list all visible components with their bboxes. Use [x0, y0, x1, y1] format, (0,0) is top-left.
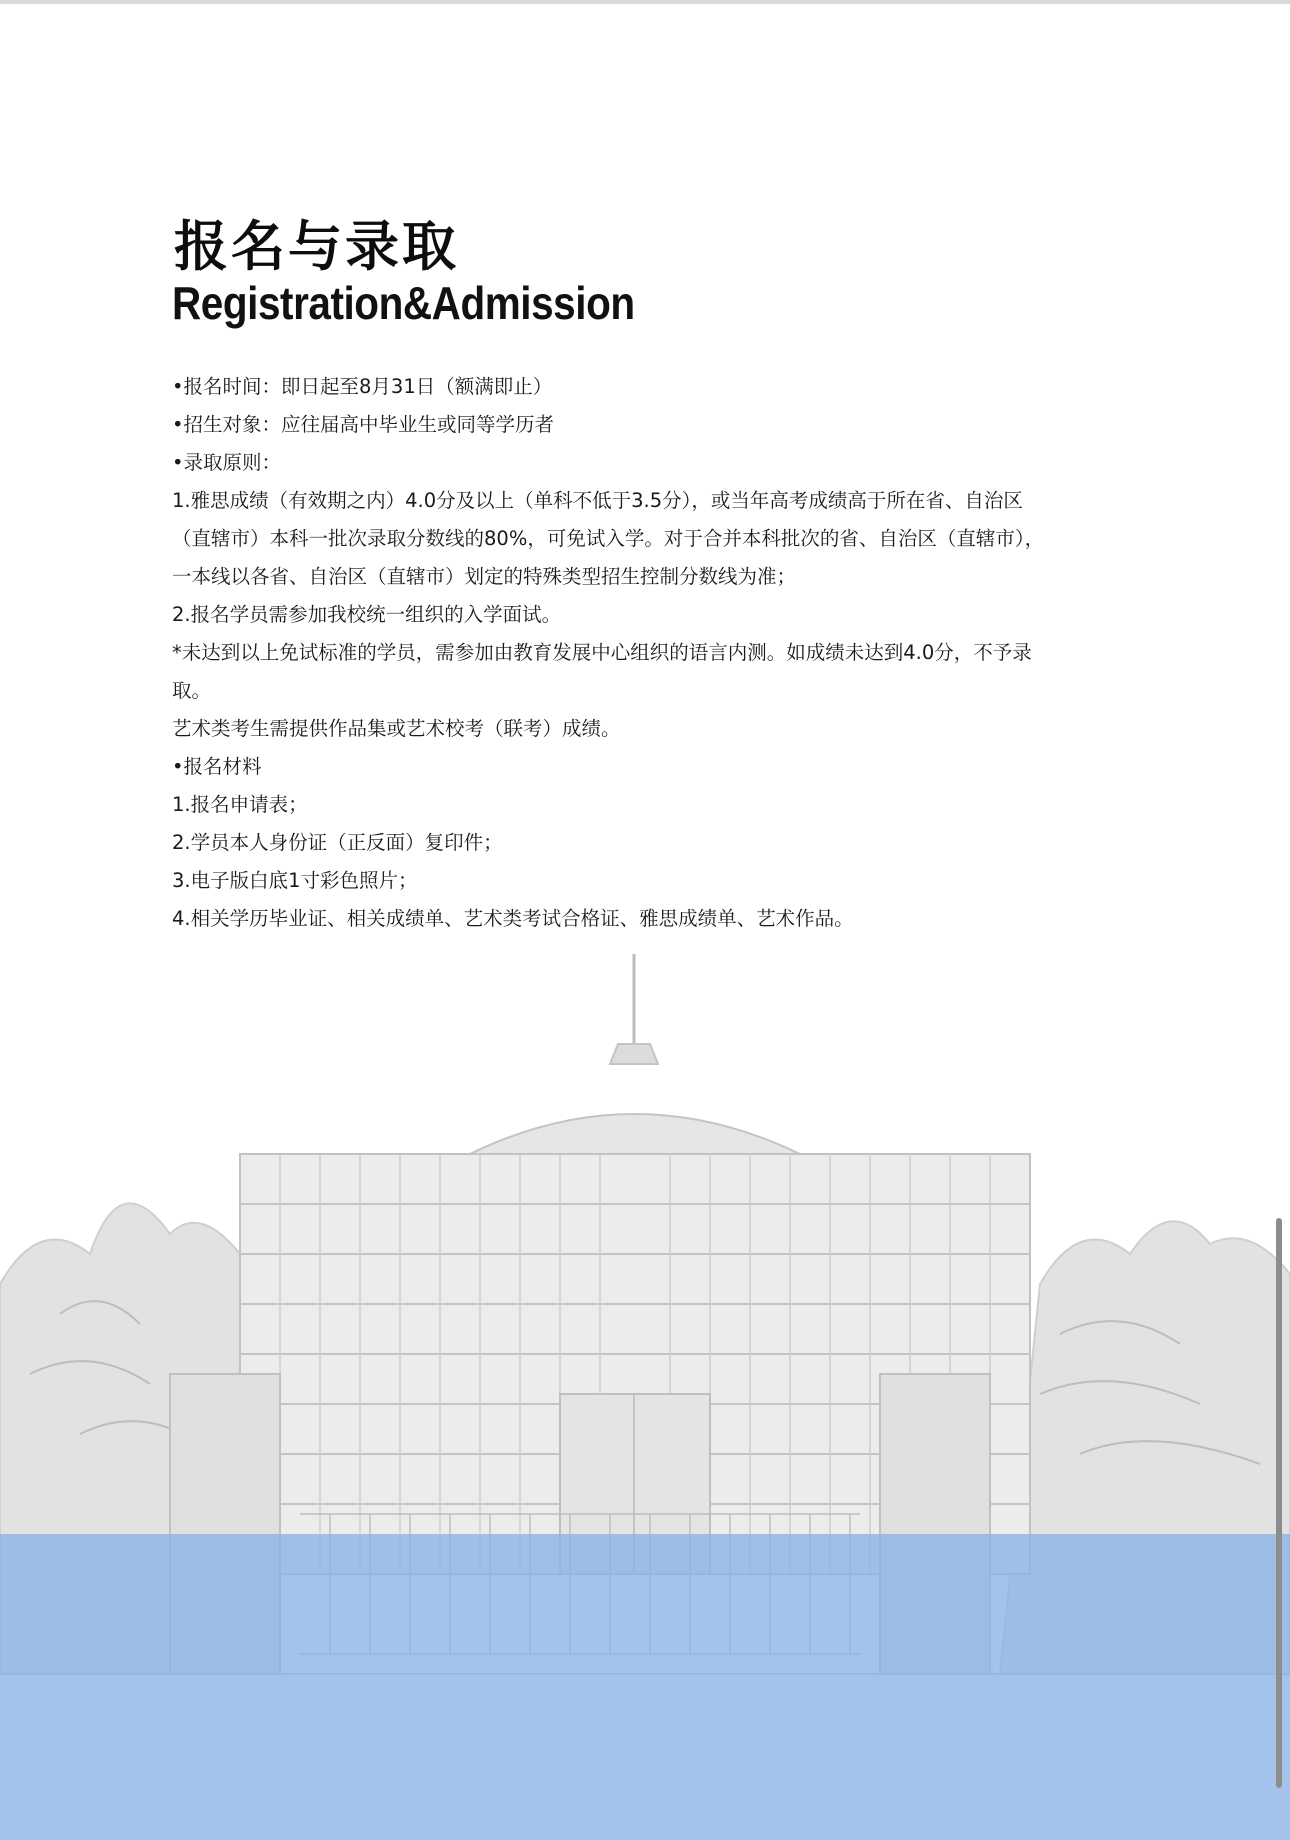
document-page [0, 4, 1290, 1840]
line-note-a: *未达到以上免试标准的学员，需参加由教育发展中心组织的语言内测。如成绩未达到4.0分，不予录 [172, 641, 1032, 664]
line-rule-2: 2.报名学员需参加我校统一组织的入学面试。 [172, 603, 562, 626]
line-materials-heading: •报名材料 [172, 755, 262, 778]
line-admission-principle: •录取原则： [172, 451, 282, 474]
line-registration-time: •报名时间：即日起至8月31日（额满即止） [172, 375, 553, 398]
line-rule-1c: 一本线以各省、自治区（直辖市）划定的特殊类型招生控制分数线为准； [172, 565, 797, 588]
line-material-3: 3.电子版白底1寸彩色照片； [172, 869, 418, 892]
line-art-note: 艺术类考生需提供作品集或艺术校考（联考）成绩。 [172, 717, 621, 740]
line-note-b: 取。 [172, 679, 212, 702]
line-target-students: •招生对象：应往届高中毕业生或同等学历者 [172, 413, 555, 436]
footer-blue-band [0, 1534, 1290, 1840]
line-rule-1a: 1.雅思成绩（有效期之内）4.0分及以上（单科不低于3.5分），或当年高考成绩高于所在省、自治区 [172, 489, 1023, 512]
line-material-2: 2.学员本人身份证（正反面）复印件； [172, 831, 503, 854]
page-title: 报名与录取 [174, 215, 459, 278]
content-body [172, 368, 1112, 938]
line-rule-1b: （直辖市）本科一批次录取分数线的80%，可免试入学。对于合并本科批次的省、自治区（直辖市）， [172, 527, 1045, 550]
line-material-1: 1.报名申请表； [172, 793, 308, 816]
line-material-4: 4.相关学历毕业证、相关成绩单、艺术类考试合格证、雅思成绩单、艺术作品。 [172, 907, 854, 930]
page-subtitle: Registration&Admission [172, 277, 635, 329]
scrollbar-thumb[interactable] [1276, 1218, 1282, 1788]
